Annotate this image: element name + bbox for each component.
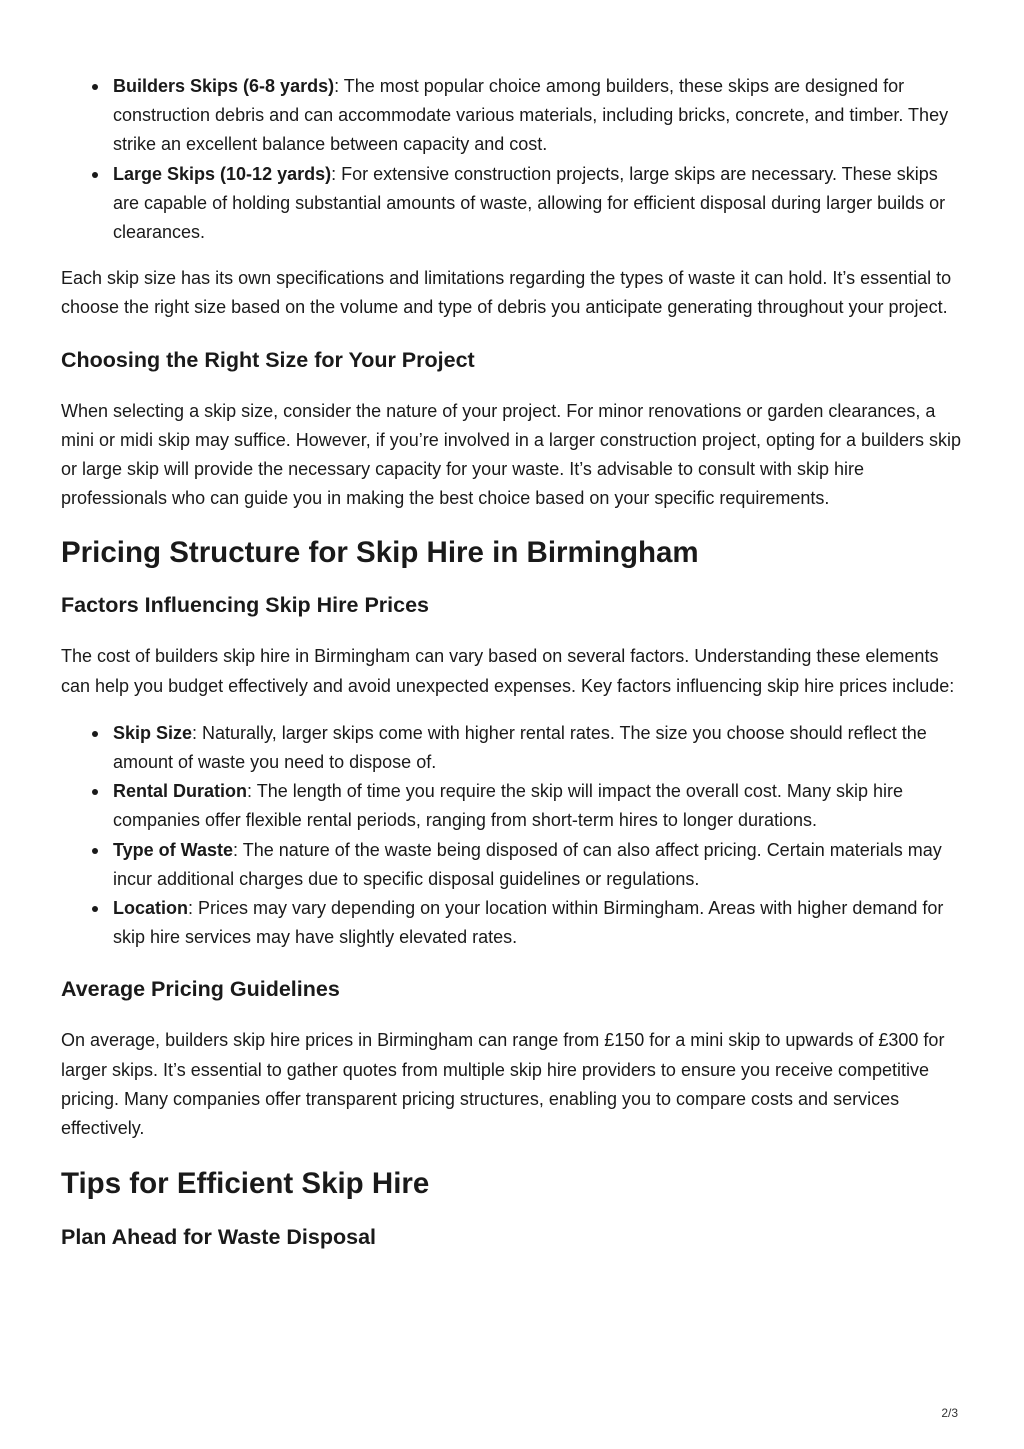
skip-types-list [61,72,966,247]
page-number: 2/3 [941,1406,958,1420]
heading-tips: Tips for Efficient Skip Hire [61,1167,430,1201]
paragraph-specifications: Each skip size has its own specifications and limitations regarding the types of waste it can hold. It’s essential to choose the right size based on the volume and type of debris you anticipate generating throughout your project. [61,268,952,318]
list-item [113,72,966,160]
heading-average-pricing: Average Pricing Guidelines [61,977,340,1002]
heading-factors: Factors Influencing Skip Hire Prices [61,593,429,618]
paragraph-factors: The cost of builders skip hire in Birmingham can vary based on several factors. Understanding these elements can help you budget effectively and avoid unexpected expenses. Key factors influencing skip hire prices include: [61,646,955,696]
list-item-term: Type of Waste [113,839,234,860]
heading-choosing-size: Choosing the Right Size for Your Project [61,347,475,372]
factors-list [61,719,966,953]
list-item-term: Skip Size [113,722,193,743]
list-item-text: : Prices may vary depending on your location within Birmingham. Areas with higher demand for skip hire services may have slightly elevated rates. [113,898,944,948]
list-item-text: : The most popular choice among builders, these skips are designed for construction debris and can accommodate various materials, including bricks, concrete, and timber. They strike an excellent balance between capacity and cost. [113,76,949,155]
list-item [113,160,966,248]
list-item [113,836,966,894]
document-page [61,72,966,1252]
list-item-term: Location [113,898,188,919]
list-item-term: Builders Skips (6-8 yards) [113,76,335,96]
paragraph-average-pricing: On average, builders skip hire prices in Birmingham can range from £150 for a mini skip to upwards of £300 for larger skips. It’s essential to gather quotes from multiple skip hire providers to ensure you receive competitive pricing. Many companies offer transparent pricing structures, enabling you to compare costs and services effectively. [61,1030,945,1139]
list-item-text: : The nature of the waste being disposed of can also affect pricing. Certain materials may incur additional charges due to specific disposal guidelines or regulations. [113,839,942,889]
list-item-term: Rental Duration [113,781,248,802]
heading-pricing-structure: Pricing Structure for Skip Hire in Birmingham [61,536,699,570]
list-item-term: Large Skips (10-12 yards) [113,163,332,184]
heading-plan-ahead: Plan Ahead for Waste Disposal [61,1225,377,1250]
paragraph-choosing-size: When selecting a skip size, consider the nature of your project. For minor renovations or garden clearances, a mini or midi skip may suffice. However, if you’re involved in a larger construction project, opting for a builders skip or large skip will provide the necessary capacity for your waste. It’s advisable to consult with skip hire professionals who can guide you in making the best choice based on your specific requirements. [61,400,962,509]
list-item [113,719,966,777]
list-item-text: : The length of time you require the skip will impact the overall cost. Many skip hire companies offer flexible rental periods, ranging from short-term hires to longer durations. [113,781,903,831]
list-item [113,894,966,952]
list-item-text: : Naturally, larger skips come with higher rental rates. The size you choose should reflect the amount of waste you need to dispose of. [113,722,927,773]
list-item-text: : For extensive construction projects, large skips are necessary. These skips are capable of holding substantial amounts of waste, allowing for efficient disposal during larger builds or clearances. [113,163,946,243]
list-item [113,777,966,835]
